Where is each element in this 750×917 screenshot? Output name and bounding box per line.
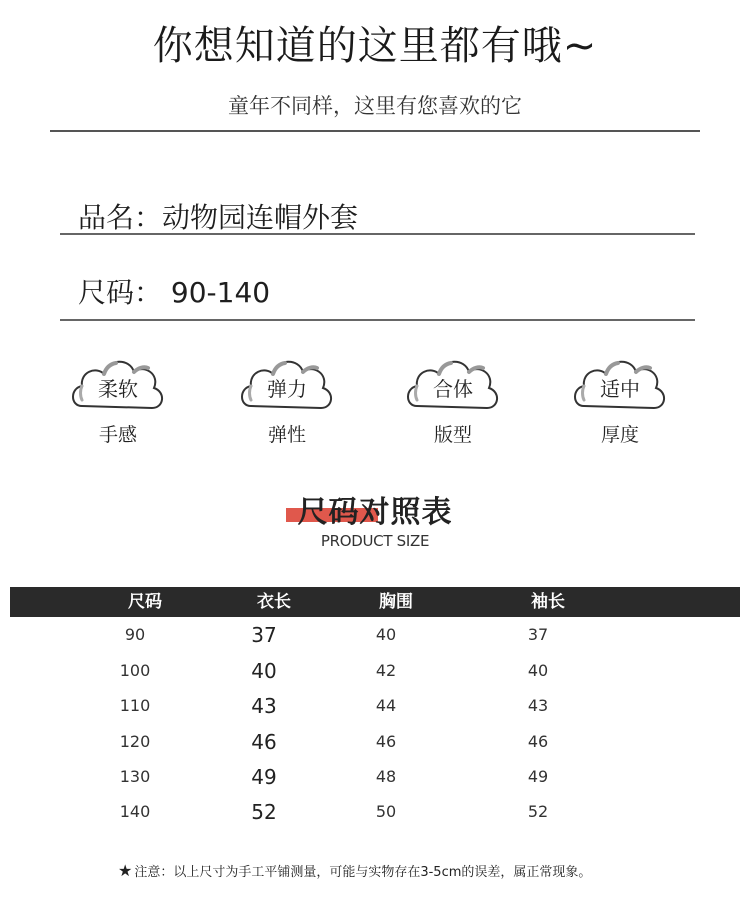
feature-sub-label: 版型 [433, 424, 472, 446]
column-header-sleeve: 袖长 [531, 592, 565, 612]
cell-length: 52 [251, 800, 277, 824]
feature-sub-label: 弹性 [267, 424, 306, 446]
cell-sleeve: 43 [527, 696, 549, 715]
measurement-note [118, 861, 591, 880]
table-row [0, 656, 750, 686]
table-row [0, 797, 750, 827]
cell-chest: 42 [375, 661, 397, 680]
divider [60, 319, 695, 321]
cell-size: 130 [119, 767, 151, 786]
cell-size: 120 [119, 732, 151, 751]
size-chart-subtitle: PRODUCT SIZE [320, 532, 430, 550]
column-header-length: 衣长 [257, 592, 291, 612]
feature-softness [68, 348, 168, 448]
cell-length: 37 [251, 623, 277, 647]
size-chart-title: 尺码对照表 [297, 495, 453, 530]
cell-sleeve: 49 [527, 767, 549, 786]
cell-chest: 40 [375, 625, 397, 644]
cell-sleeve: 52 [527, 802, 549, 821]
cell-length: 43 [251, 694, 277, 718]
product-size-range: 尺码： 90-140 [78, 276, 271, 309]
page-subtitle: 童年不同样，这里有您喜欢的它 [228, 94, 522, 118]
table-row [0, 727, 750, 757]
page-title: 你想知道的这里都有哦~ [152, 23, 598, 69]
feature-sub-label: 手感 [98, 424, 137, 446]
cell-length: 49 [251, 765, 277, 789]
column-header-size: 尺码 [128, 592, 162, 612]
table-row [0, 620, 750, 650]
feature-fit [403, 348, 503, 448]
feature-label: 合体 [433, 377, 473, 401]
divider [60, 233, 695, 235]
cell-size: 90 [124, 625, 146, 644]
table-header [10, 587, 740, 617]
cell-size: 140 [119, 802, 151, 821]
cell-sleeve: 37 [527, 625, 549, 644]
cell-sleeve: 40 [527, 661, 549, 680]
cell-size: 100 [119, 661, 151, 680]
cell-chest: 48 [375, 767, 397, 786]
cell-chest: 50 [375, 802, 397, 821]
cell-length: 40 [251, 659, 277, 683]
feature-label: 适中 [600, 377, 640, 401]
table-row [0, 691, 750, 721]
note-text: 注意：以上尺寸为手工平铺测量，可能与实物存在3-5cm的误差，属正常现象。 [134, 865, 592, 880]
cell-chest: 44 [375, 696, 397, 715]
product-name: 品名：动物园连帽外套 [78, 201, 359, 234]
feature-label: 柔软 [98, 377, 138, 401]
divider [50, 130, 700, 132]
feature-label: 弹力 [267, 377, 307, 401]
cell-length: 46 [251, 730, 277, 754]
star-icon: ★ [118, 861, 133, 880]
cell-sleeve: 46 [527, 732, 549, 751]
feature-sub-label: 厚度 [600, 424, 639, 446]
feature-thickness [570, 348, 670, 448]
column-header-chest: 胸围 [379, 592, 413, 612]
feature-elasticity [237, 348, 337, 448]
cell-chest: 46 [375, 732, 397, 751]
table-row [0, 762, 750, 792]
cell-size: 110 [119, 696, 151, 715]
